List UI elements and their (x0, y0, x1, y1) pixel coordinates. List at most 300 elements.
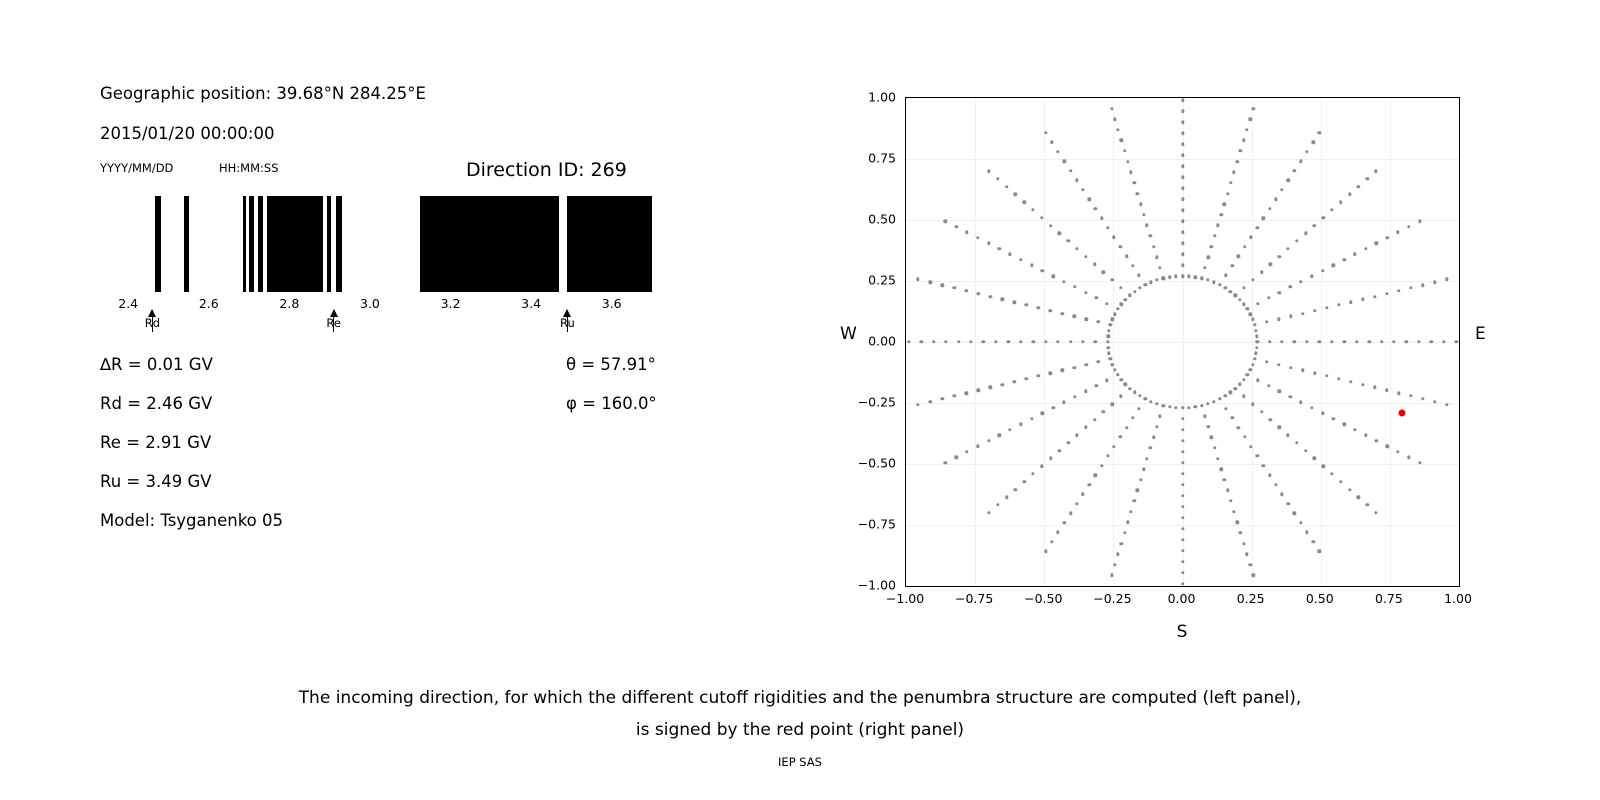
direction-point (1301, 369, 1304, 372)
direction-point (1232, 171, 1235, 174)
direction-point (1168, 405, 1171, 408)
direction-point (1131, 416, 1134, 419)
direction-point (1126, 160, 1129, 163)
direction-point (1142, 213, 1145, 216)
direction-point (1136, 192, 1139, 195)
direction-point (1330, 208, 1333, 211)
direction-point (1073, 315, 1076, 318)
direction-point (989, 295, 992, 298)
direction-point (1143, 397, 1146, 400)
direction-point (994, 340, 997, 343)
direction-point (1129, 510, 1132, 513)
direction-point (1181, 121, 1184, 124)
direction-point (998, 247, 1001, 250)
y-axis-tick-label: −1.00 (857, 577, 896, 593)
direction-point (1106, 346, 1109, 349)
direction-point (1112, 445, 1115, 448)
direction-point (1105, 379, 1108, 382)
direction-point (1357, 185, 1360, 188)
direction-point (1062, 280, 1065, 283)
direction-point (1132, 499, 1135, 502)
direction-point (955, 225, 958, 228)
direction-point (1116, 307, 1119, 310)
direction-point (1268, 473, 1271, 476)
direction-point (944, 220, 947, 223)
direction-point (1207, 425, 1210, 428)
direction-point (1253, 323, 1256, 326)
direction-point (1442, 340, 1445, 343)
direction-point (1181, 516, 1184, 519)
penumbra-tick-label: 2.4 (118, 296, 139, 311)
direction-point (1237, 255, 1240, 258)
direction-point (1097, 360, 1100, 363)
direction-point (1181, 483, 1184, 486)
direction-point (1025, 303, 1028, 306)
direction-point (1313, 457, 1316, 460)
direction-point (1339, 201, 1342, 204)
direction-point (1386, 236, 1389, 239)
direction-point (1106, 340, 1109, 343)
direction-point (1342, 423, 1345, 426)
stat-phi: φ = 160.0° (566, 394, 657, 413)
direction-point (1364, 247, 1367, 250)
direction-point (1293, 169, 1296, 172)
direction-point (976, 292, 979, 295)
direction-point (1305, 150, 1308, 153)
direction-point (957, 340, 960, 343)
direction-point (1265, 320, 1268, 323)
direction-point (1143, 283, 1146, 286)
direction-point (1030, 417, 1033, 420)
direction-point (1119, 286, 1122, 289)
direction-point (1094, 340, 1097, 343)
direction-point (1242, 303, 1245, 306)
direction-point (1348, 193, 1351, 196)
direction-point (1313, 309, 1316, 312)
direction-point (1396, 450, 1399, 453)
direction-point (1008, 252, 1011, 255)
direction-point (1311, 141, 1314, 144)
penumbra-band (567, 196, 652, 292)
direction-point (1129, 171, 1132, 174)
direction-point (1445, 403, 1448, 406)
direction-point (976, 389, 979, 392)
direction-point (1212, 281, 1215, 284)
direction-point (1305, 340, 1308, 343)
direction-point (1289, 395, 1292, 398)
direction-point (1299, 521, 1302, 524)
direction-point (1310, 406, 1313, 409)
direction-point (1084, 291, 1087, 294)
direction-point (1236, 521, 1239, 524)
direction-point (1181, 230, 1184, 233)
direction-point (1181, 582, 1184, 585)
direction-point (1373, 386, 1376, 389)
direction-point (1139, 202, 1142, 205)
direction-point (1299, 160, 1302, 163)
direction-point (1216, 457, 1219, 460)
direction-point (1040, 216, 1043, 219)
direction-point (1025, 377, 1028, 380)
direction-point (1299, 280, 1302, 283)
direction-point (987, 439, 990, 442)
stat-ru: Ru = 3.49 GV (100, 472, 212, 491)
direction-point (1106, 226, 1109, 229)
direction-point (1155, 425, 1158, 428)
direction-id-label: Direction ID: 269 (466, 159, 627, 181)
direction-point (1051, 274, 1054, 277)
direction-point (1069, 511, 1072, 514)
direction-point (1181, 110, 1184, 113)
direction-point (1396, 230, 1399, 233)
penumbra-marker-label: Rd (144, 316, 161, 330)
direction-point (1106, 454, 1109, 457)
direction-point (1224, 407, 1227, 410)
direction-point (1280, 188, 1283, 191)
direction-point (1255, 335, 1258, 338)
direction-point (1181, 252, 1184, 255)
direction-point (1397, 289, 1400, 292)
direction-point (1242, 395, 1245, 398)
direction-point (1181, 274, 1184, 277)
direction-point (928, 281, 931, 284)
direction-point (964, 289, 967, 292)
direction-point (1239, 531, 1242, 534)
direction-point (1385, 389, 1388, 392)
direction-point (1238, 383, 1241, 386)
direction-point (1385, 292, 1388, 295)
direction-point (1125, 255, 1128, 258)
x-axis-tick-label: 0.00 (1167, 591, 1196, 606)
direction-point (952, 394, 955, 397)
direction-point (1421, 397, 1424, 400)
direction-point (1229, 391, 1232, 394)
direction-point (1255, 340, 1258, 343)
direction-point (1207, 255, 1210, 258)
direction-point (1181, 406, 1184, 409)
direction-point (1243, 435, 1246, 438)
direction-point (1061, 312, 1064, 315)
direction-point (1234, 294, 1237, 297)
figure-caption (0, 682, 1600, 746)
direction-point (1218, 283, 1221, 286)
direction-point (1128, 387, 1131, 390)
direction-point (1181, 198, 1184, 201)
stat-theta: θ = 57.91° (566, 355, 656, 374)
direction-point (1349, 301, 1352, 304)
direction-point (1237, 426, 1240, 429)
direction-point (1094, 207, 1097, 210)
direction-point (1174, 275, 1177, 278)
direction-point (1138, 286, 1141, 289)
direction-point (1210, 436, 1213, 439)
direction-point (1049, 372, 1052, 375)
direction-point (1337, 303, 1340, 306)
direction-point (1075, 502, 1078, 505)
direction-point (1120, 542, 1123, 545)
direction-point (1206, 402, 1209, 405)
penumbra-band (267, 196, 323, 292)
direction-point (1293, 511, 1296, 514)
direction-point (916, 403, 919, 406)
direction-point (1149, 281, 1152, 284)
direction-point (1116, 552, 1119, 555)
direction-point (1087, 483, 1090, 486)
direction-point (1226, 489, 1229, 492)
x-axis-tick-label: 0.25 (1236, 591, 1265, 606)
direction-point (1330, 340, 1333, 343)
direction-point (1203, 415, 1206, 418)
direction-point (1242, 286, 1245, 289)
direction-point (1168, 275, 1171, 278)
direction-point (1375, 439, 1378, 442)
direction-point (1014, 488, 1017, 491)
direction-point (1280, 492, 1283, 495)
direction-point (1120, 139, 1123, 142)
direction-point (989, 386, 992, 389)
direction-point (1251, 363, 1254, 366)
direction-point (1229, 499, 1232, 502)
direction-point (1251, 318, 1254, 321)
direction-point (1120, 303, 1123, 306)
direction-point (1332, 263, 1335, 266)
direction-point (976, 236, 979, 239)
direction-point (940, 397, 943, 400)
direction-point (1056, 150, 1059, 153)
sky-map-panel (830, 40, 1530, 660)
direction-point (1008, 428, 1011, 431)
gridline-horizontal (906, 525, 1459, 526)
direction-point (1139, 478, 1142, 481)
direction-point (1044, 549, 1047, 552)
direction-point (1262, 464, 1265, 467)
direction-point (1242, 542, 1245, 545)
direction-point (1332, 417, 1335, 420)
direction-point (1131, 264, 1134, 267)
direction-point (1001, 383, 1004, 386)
direction-point (1158, 415, 1161, 418)
direction-point (1187, 406, 1190, 409)
direction-point (1069, 340, 1072, 343)
direction-point (932, 340, 935, 343)
direction-point (1181, 494, 1184, 497)
direction-point (1374, 511, 1377, 514)
direction-point (1187, 275, 1190, 278)
selected-direction-point[interactable] (1399, 409, 1406, 416)
direction-point (1252, 107, 1255, 110)
direction-point (1255, 226, 1258, 229)
compass-west-label: W (840, 324, 857, 344)
direction-point (1361, 383, 1364, 386)
direction-point (1109, 357, 1112, 360)
direction-point (1095, 384, 1098, 387)
direction-point (1339, 480, 1342, 483)
direction-point (944, 340, 947, 343)
penumbra-band (243, 196, 246, 292)
direction-point (1093, 418, 1096, 421)
direction-point (1145, 224, 1148, 227)
direction-point (1136, 489, 1139, 492)
direction-point (1063, 521, 1066, 524)
direction-point (1313, 372, 1316, 375)
penumbra-tick-label: 3.2 (440, 296, 461, 311)
direction-point (1102, 270, 1105, 273)
direction-point (1430, 340, 1433, 343)
direction-point (1007, 340, 1010, 343)
direction-point (1455, 340, 1458, 343)
direction-point (1353, 252, 1356, 255)
direction-point (1231, 264, 1234, 267)
direction-point (987, 511, 990, 514)
direction-point (1109, 323, 1112, 326)
direction-point (1224, 274, 1227, 277)
direction-point (1161, 404, 1164, 407)
direction-point (1200, 404, 1203, 407)
penumbra-band (184, 196, 190, 292)
direction-point (1119, 395, 1122, 398)
direction-point (1049, 309, 1052, 312)
direction-point (1128, 294, 1131, 297)
y-axis-tick-label: 0.75 (868, 150, 896, 166)
direction-point (1181, 417, 1184, 420)
direction-point (1267, 296, 1270, 299)
direction-point (1287, 502, 1290, 505)
direction-point (1142, 468, 1145, 471)
direction-point (1181, 132, 1184, 135)
penumbra-marker-label: Re (326, 316, 341, 330)
direction-point (1277, 318, 1280, 321)
direction-point (1325, 374, 1328, 377)
direction-point (1066, 441, 1069, 444)
direction-point (1125, 426, 1128, 429)
penumbra-band (420, 196, 559, 292)
direction-point (1256, 379, 1259, 382)
direction-point (1278, 426, 1281, 429)
direction-point (1181, 143, 1184, 146)
direction-point (1181, 505, 1184, 508)
direction-point (1005, 185, 1008, 188)
penumbra-band (336, 196, 342, 292)
direction-point (1085, 363, 1088, 366)
direction-point (1116, 128, 1119, 131)
direction-point (1133, 391, 1136, 394)
y-axis-tick-label: 0.50 (868, 211, 896, 227)
gridline-horizontal (906, 342, 1459, 343)
y-axis-tick-label: −0.50 (857, 455, 896, 471)
direction-point (1321, 412, 1324, 415)
direction-point (1084, 390, 1087, 393)
direction-point (1181, 472, 1184, 475)
direction-point (987, 241, 990, 244)
direction-point (1289, 366, 1292, 369)
direction-point (1254, 329, 1257, 332)
direction-point (1075, 247, 1078, 250)
direction-point (1081, 188, 1084, 191)
direction-point (1374, 169, 1377, 172)
direction-point (1238, 298, 1241, 301)
direction-point (1085, 318, 1088, 321)
direction-point (1056, 530, 1059, 533)
direction-point (1123, 531, 1126, 534)
direction-point (1040, 465, 1043, 468)
direction-point (1349, 380, 1352, 383)
direction-point (1226, 192, 1229, 195)
direction-point (1075, 179, 1078, 182)
direction-point (1152, 245, 1155, 248)
direction-point (1094, 473, 1097, 476)
direction-point (1252, 574, 1255, 577)
direction-point (976, 445, 979, 448)
gridline-horizontal (906, 159, 1459, 160)
direction-point (1243, 245, 1246, 248)
direction-point (1181, 209, 1184, 212)
direction-point (1113, 368, 1116, 371)
direction-point (1019, 340, 1022, 343)
date-format-label: YYYY/MM/DD (100, 161, 174, 175)
datetime-text: 2015/01/20 00:00:00 (100, 124, 275, 143)
stat-model: Model: Tsyganenko 05 (100, 511, 284, 530)
direction-point (1255, 346, 1258, 349)
direction-point (1278, 255, 1281, 258)
direction-point (1213, 446, 1216, 449)
direction-point (982, 340, 985, 343)
penumbra-chart (100, 196, 652, 292)
direction-point (1366, 503, 1369, 506)
geographic-position-text: Geographic position: 39.68°N 284.25°E (100, 84, 426, 103)
direction-point (1232, 510, 1235, 513)
direction-point (1030, 263, 1033, 266)
direction-point (1409, 394, 1412, 397)
x-axis-tick-label: −0.25 (1093, 591, 1132, 606)
direction-point (964, 391, 967, 394)
direction-point (1353, 428, 1356, 431)
direction-point (1181, 549, 1184, 552)
direction-point (1234, 387, 1237, 390)
caption-line-2: is signed by the red point (right panel) (635, 720, 965, 740)
direction-point (1073, 366, 1076, 369)
direction-point (1113, 118, 1116, 121)
direction-point (1405, 340, 1408, 343)
direction-point (1364, 434, 1367, 437)
direction-point (1037, 306, 1040, 309)
penumbra-tick-label: 2.6 (198, 296, 219, 311)
direction-point (1152, 436, 1155, 439)
direction-point (1102, 410, 1105, 413)
direction-point (1095, 296, 1098, 299)
direction-point (1253, 357, 1256, 360)
x-axis-tick-label: 1.00 (1444, 591, 1472, 606)
direction-point (1245, 552, 1248, 555)
direction-point (1322, 216, 1325, 219)
x-axis-tick-label: −1.00 (885, 591, 925, 606)
penumbra-band (249, 196, 254, 292)
direction-point (1321, 269, 1324, 272)
direction-point (1397, 391, 1400, 394)
direction-point (1277, 363, 1280, 366)
direction-point (1305, 530, 1308, 533)
y-axis-tick-label: −0.25 (857, 394, 896, 410)
direction-point (1219, 468, 1222, 471)
direction-point (1229, 290, 1232, 293)
direction-point (1058, 232, 1061, 235)
direction-point (1311, 540, 1314, 543)
direction-point (1256, 302, 1259, 305)
direction-point (1392, 340, 1395, 343)
direction-point (1124, 383, 1127, 386)
direction-point (1044, 340, 1047, 343)
direction-point (1289, 285, 1292, 288)
direction-point (1181, 571, 1184, 574)
